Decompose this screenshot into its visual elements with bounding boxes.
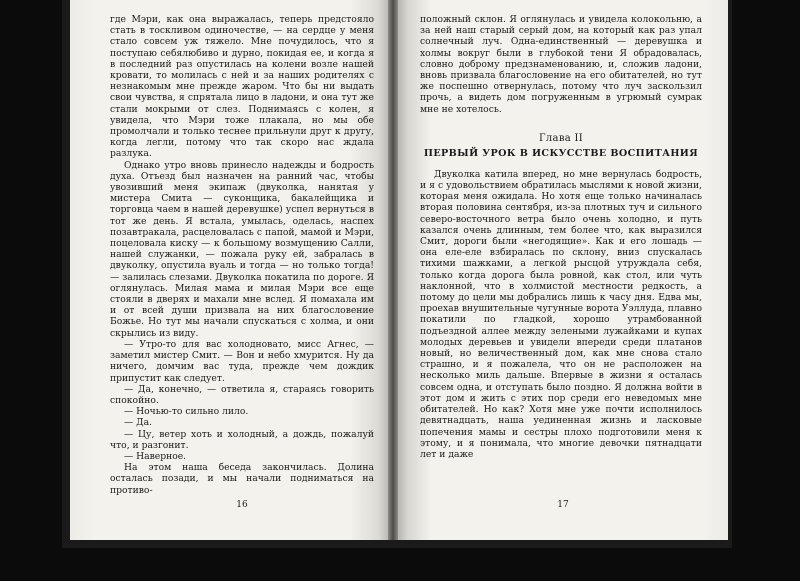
right-page-text (420, 14, 702, 460)
page-number: 16 (236, 500, 248, 510)
paragraph: На этом наша беседа закончилась. Долина осталась позади, и мы начали подниматься на противо- (110, 462, 374, 496)
page-number: 17 (557, 500, 569, 510)
paragraph: где Мэри, как она выражалась, теперь предстояло стать в тоскливом одиночестве, — на сердце у меня стало совсем уж тяжело. Мне почудилось, что я поступаю себялюбиво и дурно, покидая ее, и когда я в последний раз опустилась на колени возле нашей кровати, то молилась с ней и за наших родителях с незнакомым мне прежде жаром. Что бы ни выдать свои чувства, я спрятала лицо в ладони, и она тут же стали мокрыми от слез. Поднимаясь с колен, я увидела, что Мэри тоже плакала, но мы обе промолчали и только теснее прильнули друг к другу, когда легли, потому что так скоро нас ждала разлука. (110, 14, 374, 160)
left-page-text (110, 14, 374, 496)
paragraph: Однако утро вновь принесло надежды и бодрость духа. Отъезд был назначен на ранний час, чтобы увозивший меня экипаж (двуколка, нанятая у мистера Смита — суконщика, бакалейщика и торговца чаем в нашей деревушке) успел вернуться в тот же день. Я встала, умылась, оделась, наспех позавтракала, расцеловалась с папой, мамой и Мэри, поцеловала киску — к большому возмущению Салли, нашей служанки, — пожала руку ей, забралась в двуколку, опустила вуаль и тогда — но только тогда! — залилась слезами. Двуколка покатила по дороге. Я оглянулась. Милая мама и милая Мэри все еще стояли в дверях и махали мне вслед. Я помахала им и от всей души призвала на них благословение Божье. Но тут мы начали спускаться с холма, и они скрылись из виду. (110, 159, 374, 339)
paragraph: — Наверное. (124, 450, 187, 462)
book-gutter (388, 0, 398, 540)
paragraph: — Да. (124, 417, 152, 429)
chapter-label: Глава II (538, 132, 583, 144)
paragraph: — Ночью-то сильно лило. (124, 406, 249, 418)
chapter-title: ПЕРВЫЙ УРОК В ИСКУССТВЕ ВОСПИТАНИЯ (423, 147, 699, 159)
paragraph: Двуколка катила вперед, но мне вернулась бодрость, и я с удовольствием обратилась мыслями к новой жизни, которая меня ожидала. Но хотя еще только начиналась вторая половина сентября, из-за плотных туч и сильного северо-восточного ветра было очень холодно, и путь казался очень длинным, тем более что, как выразился Смит, дороги были «негодящие». Как и его лошадь — она еле-еле взбиралась по склону, вниз спускалась тихими шажками, а легкой рысцой утруждала себя, только когда дорога была ровной, как стол, или чуть наклонной, что в холмистой местности редкость, а потому до цели мы добрались лишь к часу дня. Едва мы, проехав внушительные чугунные ворота Уэллуда, плавно покатили по гладкой, хорошо утрамбованной подъездной аллее между зелеными лужайками и купах молодых деревьев и увидели впереди среди платанов новый, но величественный дом, как мне снова стало страшно, и я пожалела, что он не расположен на несколько миль дальше. Впервые в жизни я осталась совсем одна, и отступать было поздно. Я должна войти в этот дом и жить с этих пор среди его неведомых мне обитателей. Но как? Хотя мне уже почти исполнилось девятнадцать, наша уединенная жизнь и ласковые попечения мамы и сестры плохо подготовили меня к этому, и я понимала, что многие девочки пятнадцати лет и даже (420, 168, 702, 460)
paragraph: положный склон. Я оглянулась и увидела колокольню, а за ней наш старый серый дом, на который как раз упал солнечный луч. Одна-единственный — деревушка и холмы вокруг были в глубокой тени Я обрадовалась, словно доброму предзнаменованию, и, сложив ладони, вновь призвала благословение на его обитателей, но тут же поспешно отвернулась, потому что луч заскользил прочь, а видеть дом погруженным в угрюмый сумрак мне не хотелось. (420, 14, 702, 115)
right-page (398, 0, 728, 540)
paragraph: — Утро-то для вас холодновато, мисс Агнес, — заметил мистер Смит. — Вон и небо хмурится. Ну да ничего, домчим вас туда, прежде чем дождик припустит как следует. (110, 338, 374, 384)
left-page (70, 0, 388, 540)
paragraph: — Да, конечно, — ответила я, стараясь говорить спокойно. (110, 383, 374, 406)
paragraph: — Цу, ветер хоть и холодный, а дождь, пожалуй что, и разгонит. (110, 428, 374, 451)
